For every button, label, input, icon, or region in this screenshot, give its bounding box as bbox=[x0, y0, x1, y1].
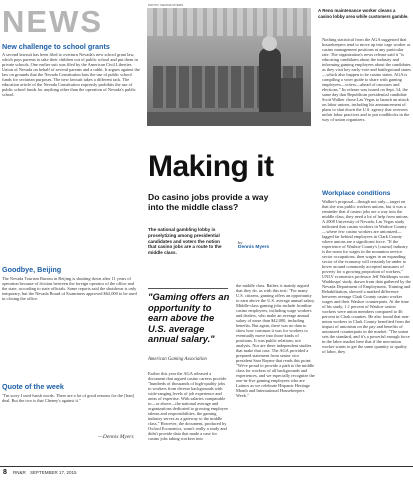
lobby-floor bbox=[147, 112, 311, 126]
pull-quote-source: American Gaming Association bbox=[148, 357, 207, 362]
worker-head bbox=[262, 36, 277, 51]
pull-quote-rule-top bbox=[148, 288, 228, 289]
section-heading-workplace: Workplace conditions bbox=[322, 190, 391, 197]
footer-rule bbox=[0, 466, 413, 467]
brief-1-body: A second lawsuit has been filed to overturn Nevada's new school grant law, which pays parents to take their children out of public school and put them in private schools. One earlier suit was filed by the American Civil Liberties Union of Nevada on behalf of several parents and a rabbi. It argues against the law on grounds that the Nevada Constitution bars the use of public school funds for sectarian purposes. The new lawsuit takes a different tack. The education article of the Nevada Constitution expressly prohibits the use of public school funds for anything other than the operation of Nevada's public school. bbox=[2, 52, 140, 97]
right-column-section-body: Walker's proposal—though not only—target on that she was public workers unions, but it was a reminder that if casino jobs are a way into the middle class, they need a lot of help from unions. A 2008 University of Nevada, Las Vegas study indicated that casino workers in Washoe County—where few casino workers are unionized—lagged far behind employees in Clark County where unions are a significant force. "If the experience of Washoe County's [casino] industry is the norm for wages in the nonunion service sector occupations, then wages in an expanding sector of the economy will certainly be under to hover around commonly accepted measures of poverty for a growing proportion of workers," UNLV economics professor Jeff Waddoups wrote. Waddoups' study, drawn from data gathered by the Nevada Department of Employment, Training and Rehabilitation, showed a marked difference between average Clark County casino worker wages and their Washoe counterparts. At the time of his study, 1.1 percent of Washoe casino workers were union members compared to 46 percent in Clark counties. He also found that non-union workers in Clark County benefited from the impact of unionism on the pay and benefits of unionized counterparts in the market. "The union sets the standard, and it's a powerful enough force in the labor market here that if the non-union worker wants to get the same quantity or quality of labor, they bbox=[322, 199, 411, 354]
feature-headline: Making it bbox=[148, 150, 274, 183]
brief-3-headline: Quote of the week bbox=[2, 382, 64, 391]
brief-2-headline: Goodbye, Beijing bbox=[2, 265, 62, 274]
feature-column-2: the middle class. Rather, it mainly argued that they do, as with this text: "For many U.S. citizens, gaming offers an opportunity to earn above the U.S. average annual salary. Middle-class gaming jobs include frontline casino employees, including wage workers and dealers, who make an average annual salary of more than $42,000, including benefits. But again, there was no data to show how common it was for workers to eventually move into those kinds of positions. It was public relations, not analysis. Nor are there independent studies that make that case. The AGA provided a prepared statement from senior vice president Sara Rayme that reads this point: "We're proud to provide a path to the middle class for workers of all backgrounds and experiences, and we especially recognize the one-in-five gaming employees who are Latinos as we celebrate Hispanic Heritage Month and International Housekeepers Week." bbox=[236, 283, 315, 398]
feature-summary: The national gambling lobby is proselytizing among presidential candidates and voters the notion that casino jobs are a route to the middle class. bbox=[148, 227, 222, 256]
photo-caption: A Reno maintenance worker cleans a casino lobby area while customers gamble. bbox=[318, 8, 409, 19]
brief-3-body: "I'm sorry I used harsh words. There are a lot of good reasons for the [Iran] deal. But the two is that Cheney's against it." bbox=[2, 393, 134, 403]
author-name: Dennis Myers bbox=[238, 245, 270, 250]
brief-1-headline: New challenge to school grants bbox=[2, 42, 110, 51]
feature-column-1: Earlier this year the AGA released a document that argued casino careers provide "hundreds of thousands of high-quality jobs to workers from diverse backgrounds with wide-ranging levels of job experience and areas of expertise. With salaries comparable to—or above—the national average and organizations dedicated to growing employee talents and responsibilities, the gaming industry serves as a gateway to the middle class." However, the document, produced by Oxford Economics, wasn't really a study and didn't provide data that made a case for casino jobs taking workers into bbox=[148, 371, 228, 441]
casino-lights bbox=[147, 8, 311, 36]
issue-date: SEPTEMBER 17, 2015 bbox=[30, 470, 77, 475]
brief-byline: —Dennis Myers bbox=[98, 434, 134, 440]
by-label: by bbox=[238, 240, 243, 245]
masthead-title: NEWS bbox=[2, 4, 103, 39]
photo-credit: PHOTO: DENNIS MYERS bbox=[148, 3, 184, 7]
pull-quote: "Gaming offers an opportunity to earn above the U.S. average annual salary." bbox=[148, 291, 230, 345]
feature-deck: Do casino jobs provide a way into the middle class? bbox=[148, 192, 269, 212]
right-column-intro: Nothing statistical from the AGA suggested that housekeepers tend to move up into cage worker or casino management positions at any particular rate. The organization's news release said it "is educating candidates about the industry and informing gaming employees about the candidates as they visit key early-vote and battleground states—which also happen to be casino states. AGA is compiling a voter guide to share with gaming employees—voters—ahead of caucuses and elections." Its release was issued on Sept. 14, the same day that Republican presidential candidate Scott Walker chose Las Vegas to launch an attack on labor unions, including his announcement of plans to shut down the U.S. agency that oversees unfair labor practices and to put roadblocks in the way of union organizers. bbox=[322, 37, 411, 122]
brief-2-body: The Nevada Tourism Bureau in Beijing is shutting down after 11 years of operation because of friction between the foreign operator of the office and the state, according to state officials. Some reports said the shutdown is only temporary, but the Nevada Board of Examiners approved $62,000 to be used in closing the office. bbox=[2, 276, 137, 301]
publication-name: RN&R bbox=[13, 470, 26, 475]
page-number: 8 bbox=[3, 469, 7, 476]
casino-photo bbox=[147, 8, 311, 126]
worker-figure bbox=[259, 48, 281, 118]
